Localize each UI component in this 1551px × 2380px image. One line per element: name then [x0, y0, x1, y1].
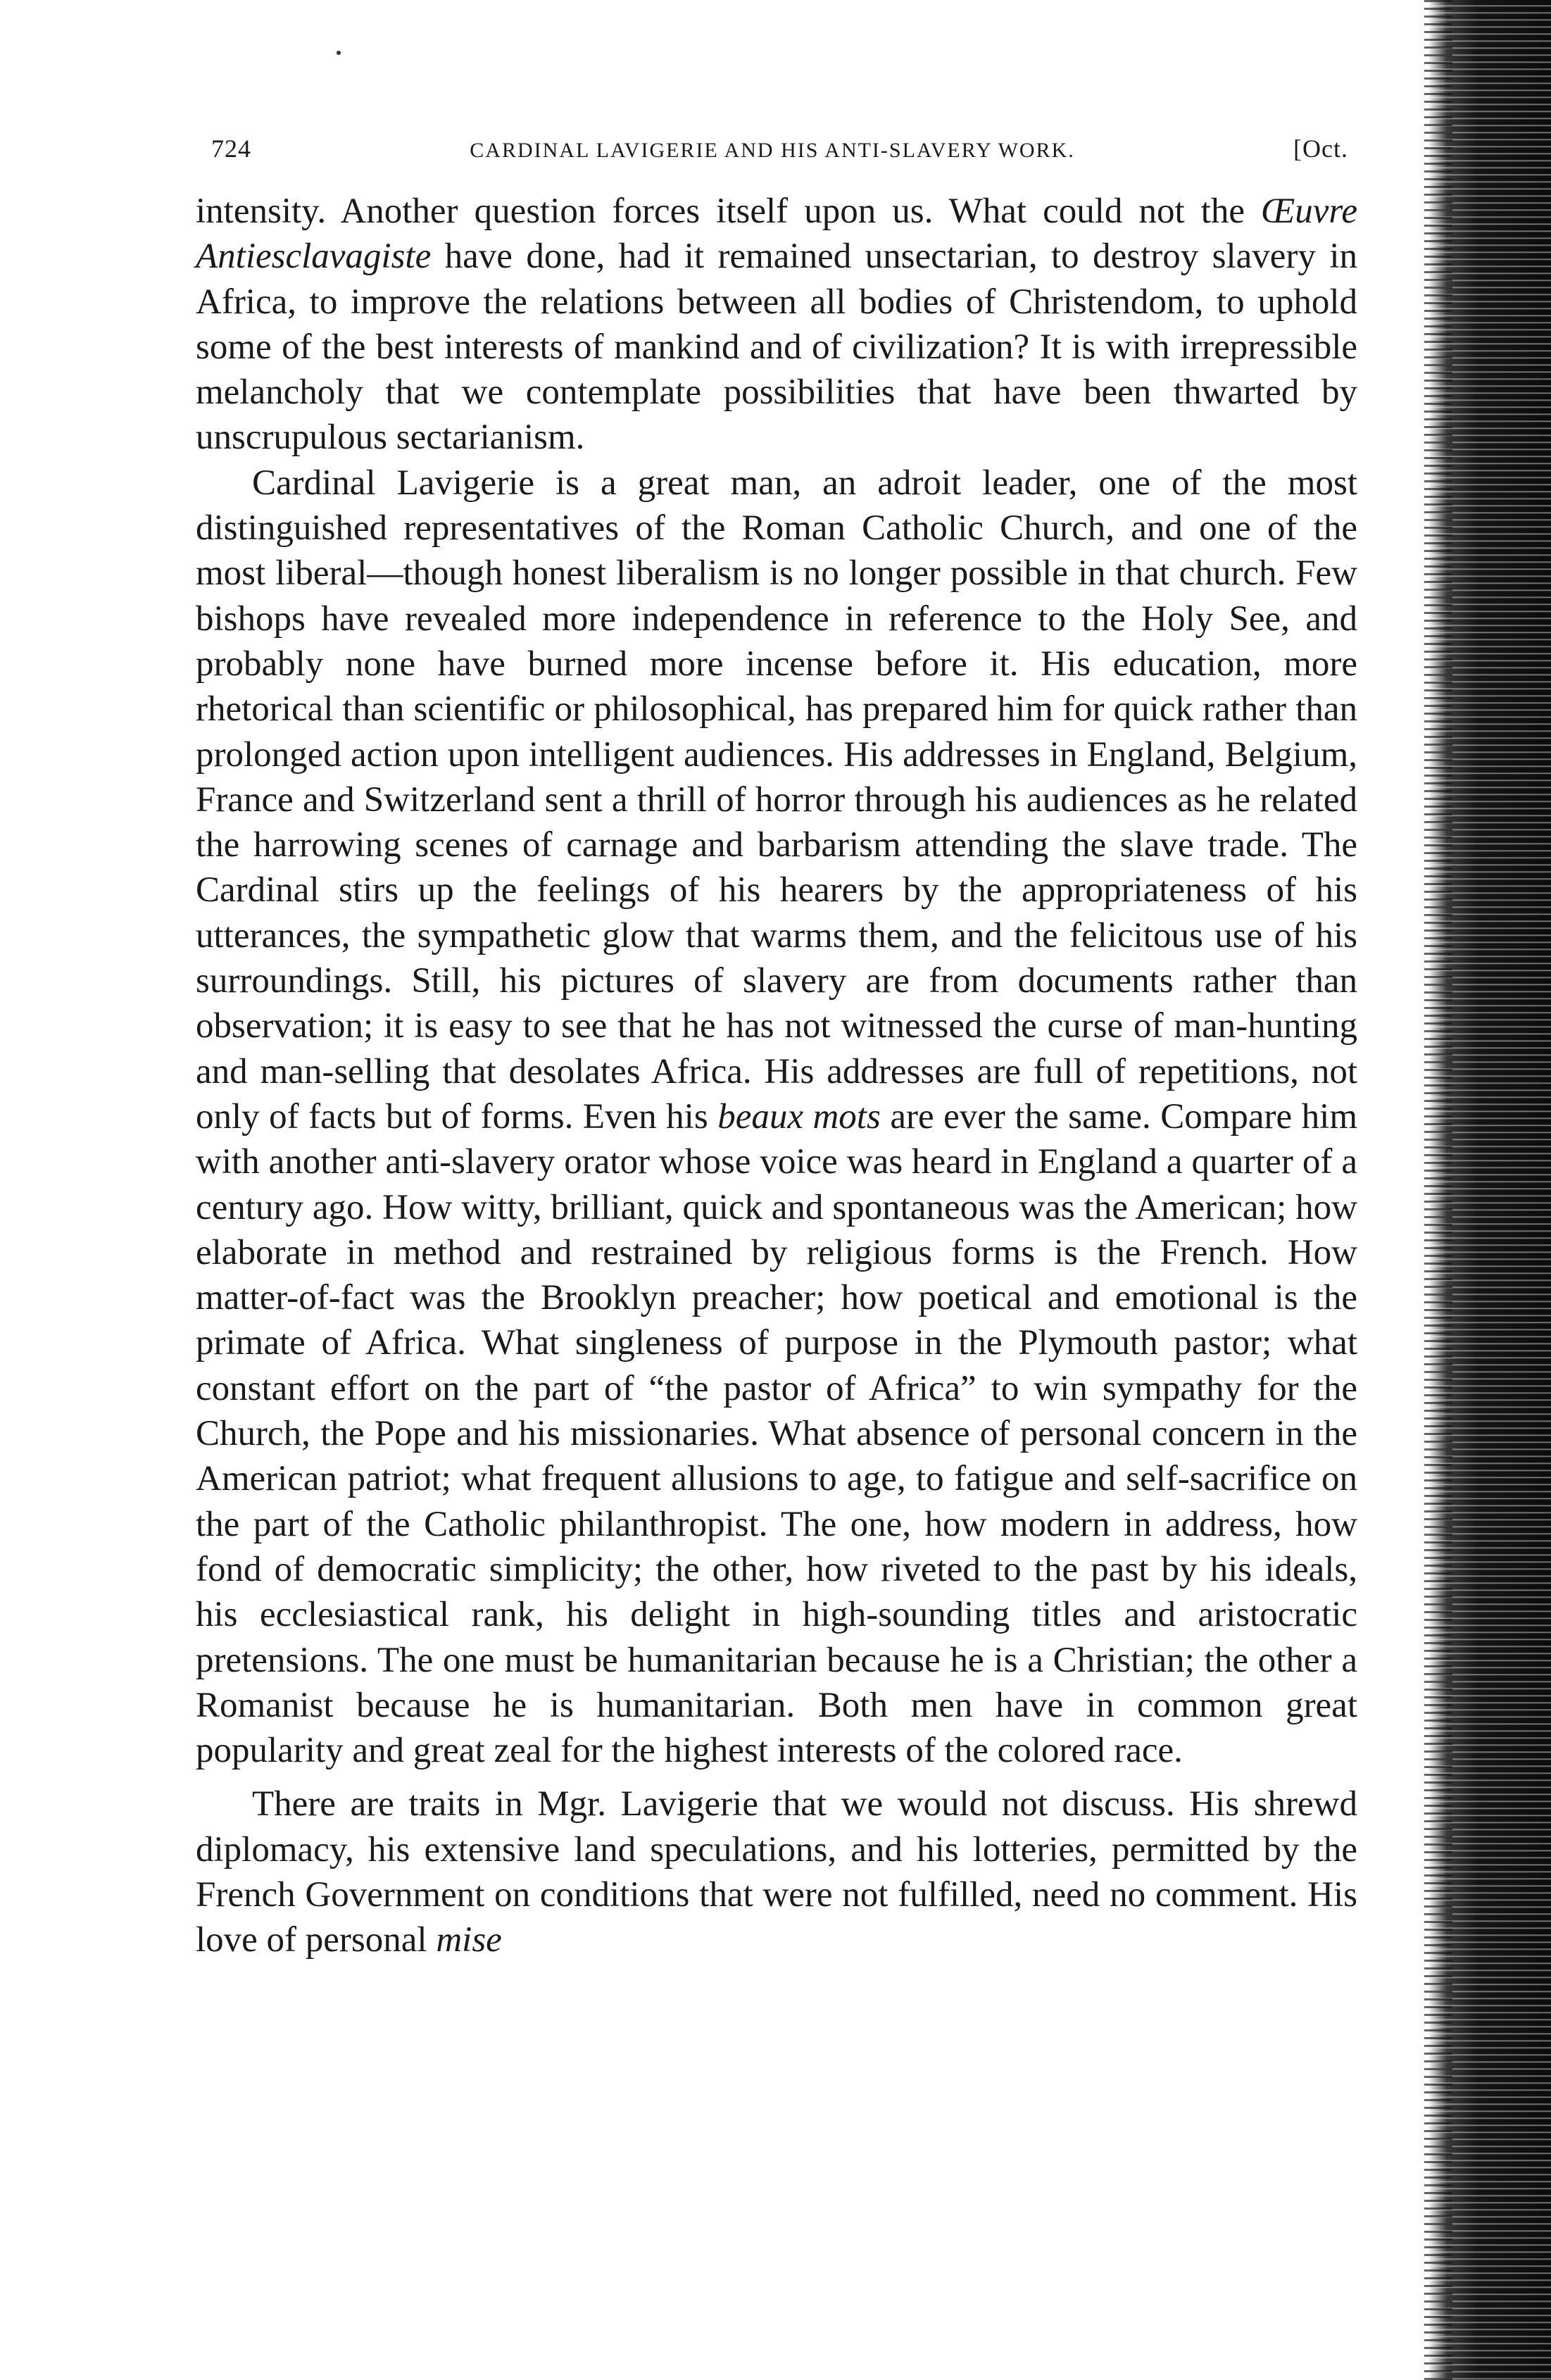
text-run: have done, had it remained unsectarian, to destroy slavery in Africa, to improve the relations between all bodies of Christendom, to uphold some of the best interests of mankind and of civilization? It is with irrepressible melancholy that we contemplate possibilities that have been thwarted by unscrupulous sectarianism. — [196, 237, 1357, 458]
paragraph — [196, 461, 1357, 1774]
running-head — [211, 134, 1348, 176]
running-title: CARDINAL LAVIGERIE AND HIS ANTI-SLAVERY WORK. — [470, 139, 1075, 162]
page-number: 724 — [211, 134, 251, 163]
text-run: There are traits in Mgr. Lavigerie that we would not discuss. His shrewd diplomacy, his extensive land speculations, and his lotteries, permitted by the French Government on conditions that were not fulfilled, need no comment. His love of personal — [196, 1784, 1357, 1960]
italic-phrase: mise — [436, 1920, 502, 1960]
book-binding-edge — [1417, 0, 1551, 2380]
issue-month: [Oct. — [1293, 134, 1348, 163]
body-text — [196, 189, 1357, 1963]
text-run: are ever the same. Compare him with another anti-slavery orator whose voice was heard in England a quarter of a century ago. How witty, brilliant, quick and spontaneous was the American; how elaborate in method and restrained by religious forms is the French. How matter-of-fact was the Brooklyn preacher; how poetical and emotional is the primate of Africa. What singleness of purpose in the Plymouth pastor; what constant effort on the part of “the pastor of Africa” to win sympathy for the Church, the Pope and his missionaries. What absence of personal concern in the American patriot; what frequent allusions to age, to fatigue and self-sacrifice on the part of the Catholic philanthropist. The one, how modern in address, how fond of democratic simplicity; the other, how riveted to the past by his ideals, his ecclesiastical rank, his delight in high-sounding titles and aristocratic pretensions. The one must be humanitarian because he is a Christian; the other a Romanist because he is humanitarian. Both men have in common great popularity and great zeal for the highest interests of the colored race. — [196, 1096, 1358, 1771]
text-run: Cardinal Lavigerie is a great man, an adroit leader, one of the most distinguished representatives of the Roman Catholic Church, and one of the most liberal—though honest liberalism is no longer possible in that church. Few bishops have revealed more independence in reference to the Holy See, and probably none have burned more incense before it. His education, more rhetorical than scientific or philosophical, has prepared him for quick rather than prolonged action upon intelligent audiences. His addresses in England, Belgium, France and Switzerland sent a thrill of horror through his audiences as he related the harrowing scenes of carnage and barbarism attending the slave trade. The Cardinal stirs up the feelings of his hearers by the appropriateness of his utterances, the sympathetic glow that warms them, and the felicitous use of his surroundings. Still, his pictures of slavery are from documents rather than observation; it is easy to see that he has not witnessed the curse of man-hunting and man-selling that desolates Africa. His addresses are full of repetitions, not only of facts but of forms. Even his — [196, 463, 1357, 1136]
ink-speck — [337, 51, 341, 55]
paragraph — [196, 189, 1357, 461]
italic-phrase: Œuvre Antiesclavagiste — [196, 192, 1357, 277]
paragraph — [196, 1781, 1357, 1962]
italic-phrase: beaux mots — [717, 1096, 881, 1136]
text-run: intensity. Another question forces itself upon us. What could not the — [196, 192, 1262, 231]
